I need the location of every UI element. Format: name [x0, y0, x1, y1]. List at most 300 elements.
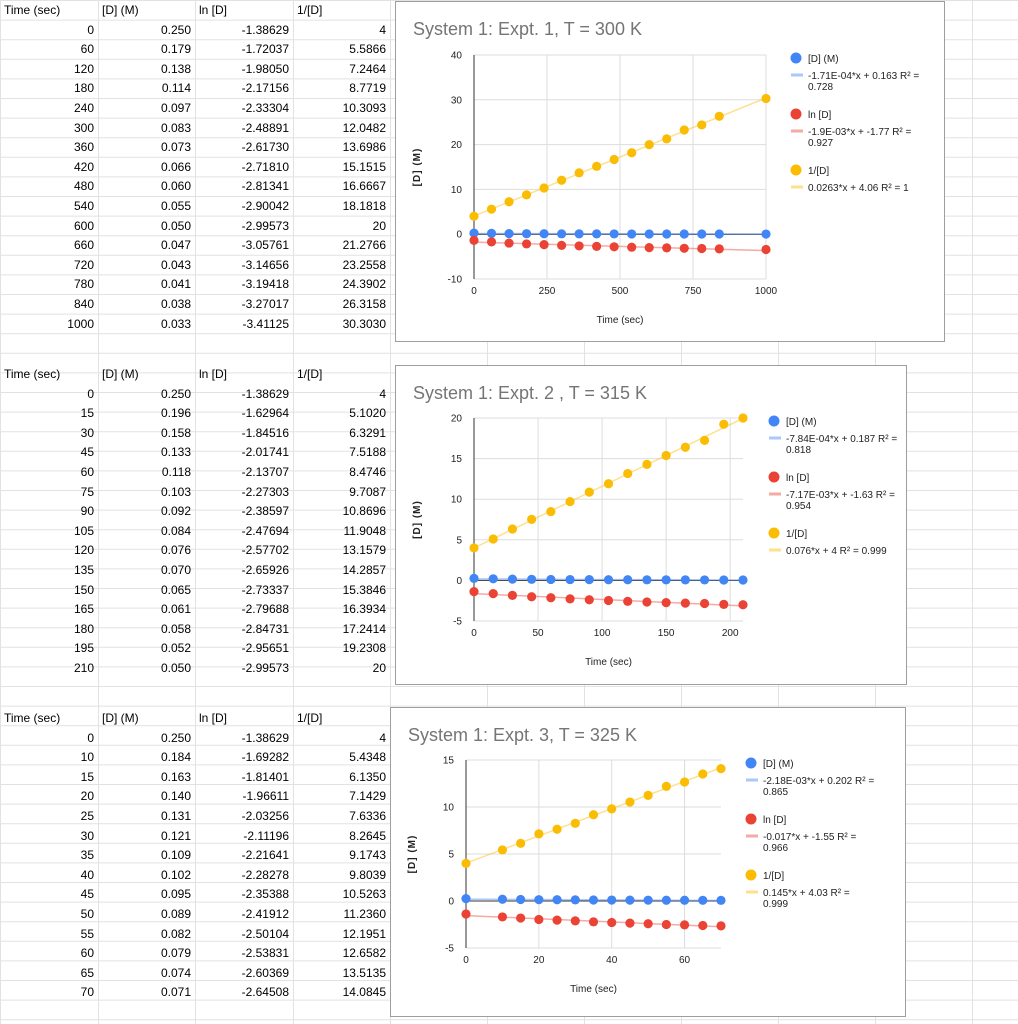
table-cell[interactable]: 0: [87, 730, 94, 745]
column-header[interactable]: [D] (M): [102, 3, 139, 17]
table-cell[interactable]: 15: [80, 406, 94, 421]
data-point: [662, 598, 671, 607]
data-point: [508, 591, 517, 600]
table-cell[interactable]: -1.38629: [241, 386, 289, 401]
table-cell[interactable]: 0.065: [160, 582, 191, 597]
data-point: [565, 575, 574, 584]
table-cell[interactable]: 4: [379, 730, 386, 745]
table-cell[interactable]: 0.114: [161, 81, 191, 96]
column-header[interactable]: 1/[D]: [297, 3, 323, 17]
table-cell[interactable]: -2.65926: [241, 563, 289, 577]
data-point: [508, 524, 517, 533]
data-point: [698, 769, 707, 778]
table-cell[interactable]: 0.073: [160, 140, 191, 155]
data-point: [698, 896, 707, 905]
chart-expt-1-svg: [396, 2, 946, 343]
table-cell[interactable]: 0.179: [160, 42, 191, 57]
data-point: [469, 574, 478, 583]
data-point: [539, 240, 548, 249]
legend-marker: [746, 870, 757, 881]
table-cell[interactable]: -1.38629: [241, 22, 289, 37]
table-cell[interactable]: -2.90042: [241, 199, 289, 213]
y-tick-label: 5: [456, 535, 462, 547]
data-point: [498, 895, 507, 904]
table-cell[interactable]: 12.6582: [342, 946, 386, 961]
table-cell[interactable]: 70: [80, 985, 94, 1000]
table-cell[interactable]: 20: [372, 218, 386, 233]
table-cell[interactable]: 0.133: [160, 445, 191, 460]
table-cell[interactable]: 420: [73, 159, 94, 174]
legend-trendline-label: -2.18E-03*x + 0.202 R² =: [763, 776, 875, 787]
table-cell[interactable]: 0.118: [161, 465, 191, 479]
table-cell[interactable]: -2.99573: [241, 661, 289, 675]
table-cell[interactable]: 0.070: [160, 563, 191, 577]
table-cell[interactable]: -2.99573: [241, 218, 289, 233]
table-cell[interactable]: -2.28278: [241, 867, 289, 882]
table-cell[interactable]: 65: [80, 965, 94, 980]
table-cell[interactable]: 0.103: [160, 484, 191, 499]
table-cell[interactable]: -2.71810: [241, 159, 289, 174]
table-cell[interactable]: 30: [80, 425, 94, 440]
table-cell[interactable]: 0.196: [160, 406, 191, 421]
table-cell[interactable]: 660: [73, 238, 94, 253]
table-cell[interactable]: -2.57702: [241, 543, 289, 558]
table-cell[interactable]: 840: [73, 297, 94, 311]
table-cell[interactable]: 11.9048: [343, 523, 386, 538]
data-point: [662, 575, 671, 584]
legend-trendline-label: 0.865: [763, 787, 789, 798]
data-point: [700, 436, 709, 445]
data-point: [644, 919, 653, 928]
data-point: [738, 413, 747, 422]
data-point: [571, 819, 580, 828]
table-cell[interactable]: -2.50104: [241, 926, 289, 941]
table-cell[interactable]: 16.6667: [342, 179, 386, 194]
table-cell[interactable]: 210: [73, 661, 94, 675]
table-cell[interactable]: 11.2360: [343, 907, 386, 921]
table-cell[interactable]: 720: [73, 257, 94, 272]
data-point: [645, 229, 654, 238]
table-cell[interactable]: 0.066: [160, 159, 191, 174]
table-cell[interactable]: 9.8039: [349, 867, 386, 882]
table-cell[interactable]: -2.27303: [241, 484, 289, 499]
table-cell[interactable]: -1.69282: [241, 750, 289, 765]
legend-series-name: ln [D]: [763, 815, 787, 826]
table-cell[interactable]: 0.041: [160, 277, 191, 292]
data-point: [557, 229, 566, 238]
table-cell[interactable]: 4: [379, 386, 386, 401]
table-cell[interactable]: 14.0845: [342, 985, 386, 1000]
table-cell[interactable]: 0.050: [160, 661, 191, 675]
table-cell[interactable]: 0.095: [160, 887, 191, 902]
table-cell[interactable]: 0.052: [160, 641, 191, 656]
data-point: [487, 229, 496, 238]
table-cell[interactable]: 0.071: [160, 985, 191, 1000]
table-cell[interactable]: 5.1020: [349, 406, 386, 421]
data-point: [552, 825, 561, 834]
column-header[interactable]: ln [D]: [199, 711, 228, 725]
data-point: [627, 229, 636, 238]
data-point: [592, 242, 601, 251]
column-header[interactable]: Time (sec): [4, 711, 61, 725]
table-cell[interactable]: 10.8696: [342, 504, 386, 519]
y-tick-label: 20: [450, 140, 462, 152]
data-point: [697, 244, 706, 253]
table-cell[interactable]: 12.1951: [342, 926, 386, 941]
column-header[interactable]: ln [D]: [199, 367, 228, 381]
table-cell[interactable]: 0.097: [160, 101, 191, 115]
table-cell[interactable]: 195: [73, 641, 94, 656]
table-cell[interactable]: 0: [87, 22, 94, 37]
table-cell[interactable]: 1000: [67, 316, 94, 331]
data-point: [539, 229, 548, 238]
table-cell[interactable]: -3.27017: [241, 297, 289, 311]
column-header[interactable]: [D] (M): [102, 711, 139, 725]
table-cell[interactable]: 0: [87, 386, 94, 401]
table-cell[interactable]: 23.2558: [342, 257, 386, 272]
table-cell[interactable]: 13.5135: [342, 965, 386, 980]
table-cell[interactable]: -2.73337: [241, 582, 289, 597]
table-cell[interactable]: -2.21641: [241, 848, 289, 863]
table-cell[interactable]: 780: [73, 277, 94, 292]
x-tick-label: 1000: [754, 286, 778, 297]
table-cell[interactable]: -1.62964: [241, 406, 289, 421]
table-cell[interactable]: 6.1350: [349, 769, 386, 784]
table-cell[interactable]: 5.5866: [349, 42, 386, 57]
table-cell[interactable]: 105: [73, 523, 94, 538]
legend-series-name: ln [D]: [786, 473, 810, 484]
table-cell[interactable]: -2.61730: [241, 140, 289, 155]
data-point: [469, 543, 478, 552]
table-cell[interactable]: 300: [73, 120, 94, 135]
y-tick-label: 10: [442, 802, 454, 814]
y-tick-label: -5: [445, 943, 454, 955]
table-cell[interactable]: 0.043: [160, 257, 191, 272]
table-cell[interactable]: 240: [73, 101, 94, 115]
table-cell[interactable]: 0.074: [160, 965, 191, 980]
data-point: [585, 575, 594, 584]
table-cell[interactable]: 15.3846: [342, 582, 386, 597]
data-point: [625, 919, 634, 928]
legend-series-name: [D] (M): [763, 759, 794, 770]
legend-trendline-label: 0.999: [763, 899, 789, 910]
data-point: [625, 797, 634, 806]
table-cell[interactable]: -2.33304: [241, 101, 289, 115]
table-cell[interactable]: -3.14656: [241, 257, 289, 272]
table-cell[interactable]: -1.81401: [241, 769, 289, 784]
legend-marker: [769, 416, 780, 427]
data-point: [680, 229, 689, 238]
table-cell[interactable]: 35: [80, 848, 94, 863]
table-cell[interactable]: -1.72037: [241, 42, 289, 57]
data-point: [546, 507, 555, 516]
data-point: [589, 917, 598, 926]
chart-expt-2[interactable]: [395, 365, 907, 685]
table-cell[interactable]: 60: [80, 946, 94, 961]
data-point: [623, 597, 632, 606]
table-cell[interactable]: 0.131: [160, 809, 191, 823]
table-cell[interactable]: 135: [73, 563, 94, 577]
table-cell[interactable]: 60: [80, 42, 94, 57]
data-point: [662, 782, 671, 791]
table-cell[interactable]: -2.35388: [241, 887, 289, 902]
table-cell[interactable]: 20: [372, 661, 386, 675]
data-point: [761, 94, 770, 103]
y-axis-label: [D] (M): [407, 834, 418, 874]
table-cell[interactable]: 0.109: [160, 848, 191, 863]
table-cell[interactable]: 600: [73, 218, 94, 233]
data-point: [546, 593, 555, 602]
y-tick-label: 15: [442, 755, 454, 767]
data-point: [610, 155, 619, 164]
column-header[interactable]: Time (sec): [4, 3, 61, 17]
table-cell[interactable]: 5.4348: [349, 750, 386, 765]
table-cell[interactable]: 10.3093: [342, 101, 386, 115]
x-tick-label: 150: [657, 628, 675, 639]
table-cell[interactable]: 7.5188: [349, 445, 386, 460]
table-cell[interactable]: 0.102: [160, 867, 191, 882]
table-cell[interactable]: 15: [80, 769, 94, 784]
table-cell[interactable]: 60: [80, 465, 94, 479]
data-point: [644, 896, 653, 905]
data-point: [589, 895, 598, 904]
table-cell[interactable]: 7.6336: [349, 809, 386, 823]
table-cell[interactable]: 0.138: [160, 61, 191, 76]
table-cell[interactable]: 0.079: [160, 946, 191, 961]
legend-trendline-label: 0.076*x + 4 R² = 0.999: [786, 546, 887, 557]
table-cell[interactable]: 0.163: [160, 769, 191, 784]
table-cell[interactable]: 9.7087: [349, 484, 386, 499]
table-cell[interactable]: 17.2414: [342, 621, 386, 636]
table-cell[interactable]: 16.3934: [342, 602, 386, 617]
x-tick-label: 0: [471, 628, 477, 639]
table-cell[interactable]: 21.2766: [342, 238, 386, 253]
legend-series-name: 1/[D]: [786, 529, 808, 540]
table-cell[interactable]: -2.47694: [241, 523, 289, 538]
table-cell[interactable]: 480: [73, 179, 94, 194]
legend-trendline-label: 0.966: [763, 843, 789, 854]
table-cell[interactable]: 14.2857: [342, 563, 386, 577]
table-cell[interactable]: 0.184: [160, 750, 191, 765]
y-tick-label: 30: [450, 95, 462, 107]
table-cell[interactable]: 0.084: [160, 523, 191, 538]
data-point: [662, 920, 671, 929]
data-point: [589, 810, 598, 819]
data-point: [552, 895, 561, 904]
data-point: [487, 237, 496, 246]
table-cell[interactable]: 0.089: [160, 907, 191, 921]
data-point: [575, 168, 584, 177]
data-point: [504, 229, 513, 238]
table-cell[interactable]: -3.19418: [241, 277, 289, 292]
table-cell[interactable]: 90: [80, 504, 94, 519]
table-cell[interactable]: 25: [80, 809, 94, 823]
table-cell[interactable]: 24.3902: [342, 277, 386, 292]
table-cell[interactable]: 8.2645: [349, 828, 386, 843]
column-header[interactable]: 1/[D]: [297, 711, 323, 725]
y-tick-label: 0: [456, 229, 462, 241]
data-point: [585, 488, 594, 497]
table-cell[interactable]: 0.038: [160, 297, 191, 311]
table-cell[interactable]: 0.061: [160, 602, 191, 617]
table-cell[interactable]: 0.076: [160, 543, 191, 558]
table-cell[interactable]: 0.250: [160, 22, 191, 37]
x-tick-label: 40: [606, 955, 618, 966]
table-cell[interactable]: 10: [80, 750, 94, 765]
table-cell[interactable]: 40: [80, 867, 94, 882]
table-cell[interactable]: -1.84516: [241, 425, 289, 440]
table-cell[interactable]: -2.64508: [241, 985, 289, 1000]
table-cell[interactable]: 120: [73, 61, 94, 76]
table-cell[interactable]: 30: [80, 828, 94, 843]
data-point: [527, 592, 536, 601]
table-cell[interactable]: 7.2464: [349, 61, 386, 76]
table-cell[interactable]: 540: [73, 199, 94, 213]
data-point: [716, 896, 725, 905]
table-cell[interactable]: -2.17156: [241, 81, 289, 96]
table-cell[interactable]: -3.41125: [242, 316, 289, 331]
table-cell[interactable]: 0.050: [160, 218, 191, 233]
data-point: [698, 921, 707, 930]
table-cell[interactable]: -2.81341: [241, 179, 289, 194]
data-point: [715, 112, 724, 121]
chart-expt-1[interactable]: [395, 1, 945, 342]
table-cell[interactable]: 0.058: [160, 621, 191, 636]
data-point: [534, 829, 543, 838]
table-cell[interactable]: 0.121: [160, 828, 191, 843]
column-header[interactable]: [D] (M): [102, 367, 139, 381]
data-point: [610, 242, 619, 251]
data-point: [719, 600, 728, 609]
table-cell[interactable]: -1.38629: [241, 730, 289, 745]
table-cell[interactable]: 13.1579: [342, 543, 386, 558]
table-cell[interactable]: 0.083: [160, 120, 191, 135]
data-point: [498, 912, 507, 921]
table-cell[interactable]: 0.140: [160, 789, 191, 804]
legend-trendline-label: 0.728: [808, 82, 834, 93]
table-cell[interactable]: -2.84731: [241, 621, 289, 636]
y-tick-label: -10: [447, 274, 462, 286]
column-header[interactable]: 1/[D]: [297, 367, 323, 381]
table-cell[interactable]: -2.38597: [241, 504, 289, 519]
table-cell[interactable]: 0.250: [160, 386, 191, 401]
data-point: [719, 575, 728, 584]
table-cell[interactable]: -2.48891: [241, 120, 289, 135]
table-cell[interactable]: 13.6986: [342, 140, 386, 155]
table-cell[interactable]: 0.158: [160, 425, 191, 440]
column-header[interactable]: ln [D]: [199, 3, 228, 17]
data-point: [604, 575, 613, 584]
table-cell[interactable]: 0.047: [160, 238, 191, 253]
legend-trendline-label: -1.71E-04*x + 0.163 R² =: [808, 71, 920, 82]
table-cell[interactable]: -2.53831: [241, 946, 289, 961]
table-cell[interactable]: -1.96611: [242, 789, 289, 804]
data-point: [557, 241, 566, 250]
x-tick-label: 50: [532, 628, 544, 639]
table-cell[interactable]: 120: [73, 543, 94, 558]
data-point: [565, 594, 574, 603]
table-cell[interactable]: 10.5263: [342, 887, 386, 902]
table-cell[interactable]: -2.03256: [241, 809, 289, 823]
table-cell[interactable]: 50: [80, 907, 94, 921]
x-tick-label: 500: [611, 286, 629, 297]
table-cell[interactable]: 6.3291: [349, 425, 386, 440]
table-cell[interactable]: 75: [80, 484, 94, 499]
data-point: [508, 575, 517, 584]
legend-trendline-label: 0.954: [786, 501, 812, 512]
data-point: [645, 140, 654, 149]
table-cell[interactable]: -2.11196: [243, 828, 289, 843]
legend-trendline-label: -1.9E-03*x + -1.77 R² =: [808, 127, 912, 138]
table-cell[interactable]: 18.1818: [342, 199, 386, 213]
table-cell[interactable]: -2.41912: [241, 907, 289, 921]
table-cell[interactable]: 26.3158: [342, 297, 386, 311]
table-cell[interactable]: -2.95651: [241, 641, 289, 656]
table-cell[interactable]: 45: [80, 445, 94, 460]
table-cell[interactable]: 165: [73, 602, 94, 617]
data-point: [642, 597, 651, 606]
table-cell[interactable]: 0.033: [160, 316, 191, 331]
table-cell[interactable]: -2.13707: [241, 465, 289, 479]
legend-series-name: [D] (M): [786, 417, 817, 428]
table-cell[interactable]: 19.2308: [342, 641, 386, 656]
legend-series-name: ln [D]: [808, 110, 832, 121]
table-cell[interactable]: -1.98050: [241, 61, 289, 76]
table-cell[interactable]: 150: [73, 582, 94, 597]
table-cell[interactable]: 55: [80, 926, 94, 941]
table-cell[interactable]: -2.60369: [241, 965, 289, 980]
x-axis-label: Time (sec): [585, 657, 632, 668]
data-point: [557, 176, 566, 185]
table-cell[interactable]: -3.05761: [241, 238, 289, 253]
table-cell[interactable]: 0.092: [160, 504, 191, 519]
data-point: [504, 238, 513, 247]
table-cell[interactable]: 0.250: [160, 730, 191, 745]
data-point: [625, 896, 634, 905]
table-cell[interactable]: 180: [73, 621, 94, 636]
data-point: [761, 229, 770, 238]
table-cell[interactable]: 7.1429: [349, 789, 386, 804]
table-cell[interactable]: 180: [73, 81, 94, 96]
table-cell[interactable]: 0.082: [160, 926, 191, 941]
table-cell[interactable]: 360: [73, 140, 94, 155]
data-point: [715, 229, 724, 238]
x-tick-label: 250: [538, 286, 556, 297]
table-cell[interactable]: 0.055: [160, 199, 191, 213]
data-point: [469, 587, 478, 596]
column-header[interactable]: Time (sec): [4, 367, 61, 381]
table-cell[interactable]: 20: [80, 789, 94, 804]
chart-expt-3[interactable]: [390, 707, 906, 1017]
legend-marker: [791, 53, 802, 64]
table-cell[interactable]: 12.0482: [342, 120, 386, 135]
data-point: [680, 920, 689, 929]
table-cell[interactable]: 30.3030: [342, 316, 386, 331]
table-cell[interactable]: 0.060: [160, 179, 191, 194]
data-point: [489, 589, 498, 598]
table-cell[interactable]: 15.1515: [342, 159, 386, 174]
table-cell[interactable]: -2.79688: [241, 602, 289, 617]
table-cell[interactable]: 4: [379, 22, 386, 37]
legend-marker: [791, 109, 802, 120]
table-cell[interactable]: 8.4746: [349, 465, 386, 479]
table-cell[interactable]: 8.7719: [349, 81, 386, 96]
table-cell[interactable]: -2.01741: [241, 445, 289, 460]
data-point: [662, 243, 671, 252]
table-cell[interactable]: 9.1743: [349, 848, 386, 863]
data-point: [627, 148, 636, 157]
table-cell[interactable]: 45: [80, 887, 94, 902]
